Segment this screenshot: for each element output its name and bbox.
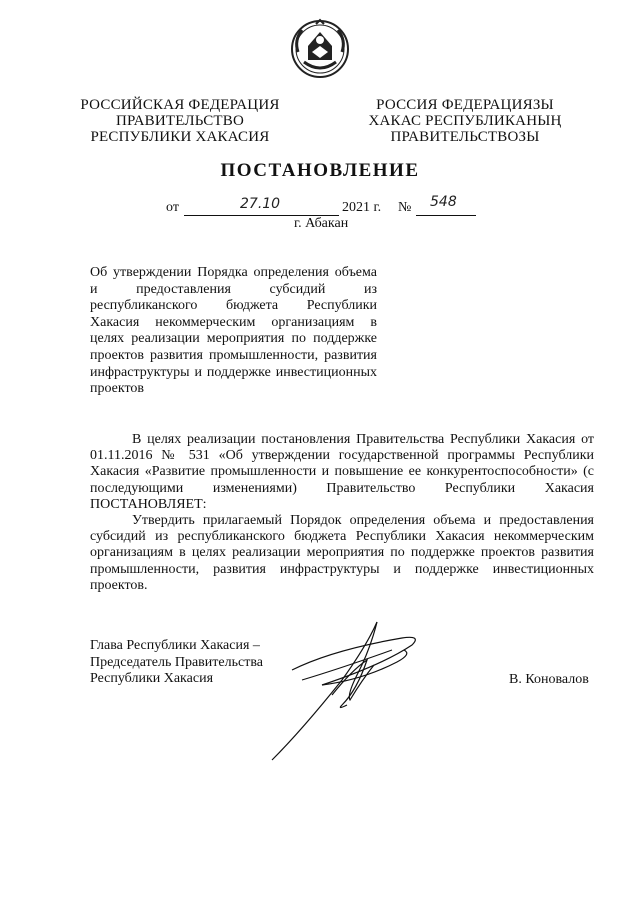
- header-right-line-3: ПРАВИТЕЛЬСТВОЗЫ: [390, 129, 540, 145]
- header-left-line-2: ПРАВИТЕЛЬСТВО: [115, 113, 245, 129]
- document-title: ПОСТАНОВЛЕНИЕ: [220, 160, 420, 181]
- city-label: г. Абакан: [294, 216, 349, 231]
- signatory-position-line-2: Председатель Правительства: [90, 654, 263, 670]
- year-label: 2021 г.: [342, 200, 382, 215]
- from-label: от: [166, 200, 179, 215]
- number-underline: [416, 215, 476, 216]
- body-paragraph-2: Утвердить прилагаемый Порядок определения объема и предоставления субсидий из республиканского бюджета Республики Хакасия некоммерческим организациям в целях реализации мероприятия по поддержке проектов развития промышленности, развития инфраструктуры и поддержке инвестиционных проектов.: [90, 513, 594, 593]
- signatory-position: [90, 638, 290, 688]
- header-right-line-1: РОССИЯ ФЕДЕРАЦИЯЗЫ: [376, 97, 554, 113]
- header-right: [355, 97, 575, 145]
- body-paragraph-1: В целях реализации постановления Правительства Республики Хакасия от 01.11.2016 № 531 «Об утверждении государственной программы Республики Хакасия «Развитие промышленности и повышение ее конкурентоспособности» (с последующими изменениями) Правительство Республики Хакасия ПОСТАНОВЛЯЕТ:: [90, 432, 594, 512]
- header-left: [70, 97, 290, 145]
- date-handwritten: 27.10: [240, 196, 281, 212]
- handwritten-signature: [262, 610, 432, 770]
- number-handwritten: 548: [430, 194, 457, 210]
- header-left-line-1: РОССИЙСКАЯ ФЕДЕРАЦИЯ: [80, 97, 280, 113]
- signatory-position-line-1: Глава Республики Хакасия –: [90, 638, 260, 653]
- number-label: №: [398, 200, 412, 215]
- document-body: [90, 432, 594, 594]
- signatory-name: В. Коновалов: [509, 672, 589, 687]
- header-right-line-2: ХАКАС РЕСПУБЛИКАНЫҢ: [368, 113, 562, 129]
- header-left-line-3: РЕСПУБЛИКИ ХАКАСИЯ: [90, 129, 270, 145]
- document-subject: Об утверждении Порядка определения объема и предоставления субсидий из республиканского бюджета Республики Хакасия некоммерческим организациям в целях реализации мероприятия по поддержке проектов развития промышленности, развития инфраструктуры и поддержке инвестиционных проектов: [90, 265, 377, 397]
- coat-of-arms-emblem: [290, 18, 350, 80]
- signatory-position-line-3: Республики Хакасия: [90, 671, 214, 687]
